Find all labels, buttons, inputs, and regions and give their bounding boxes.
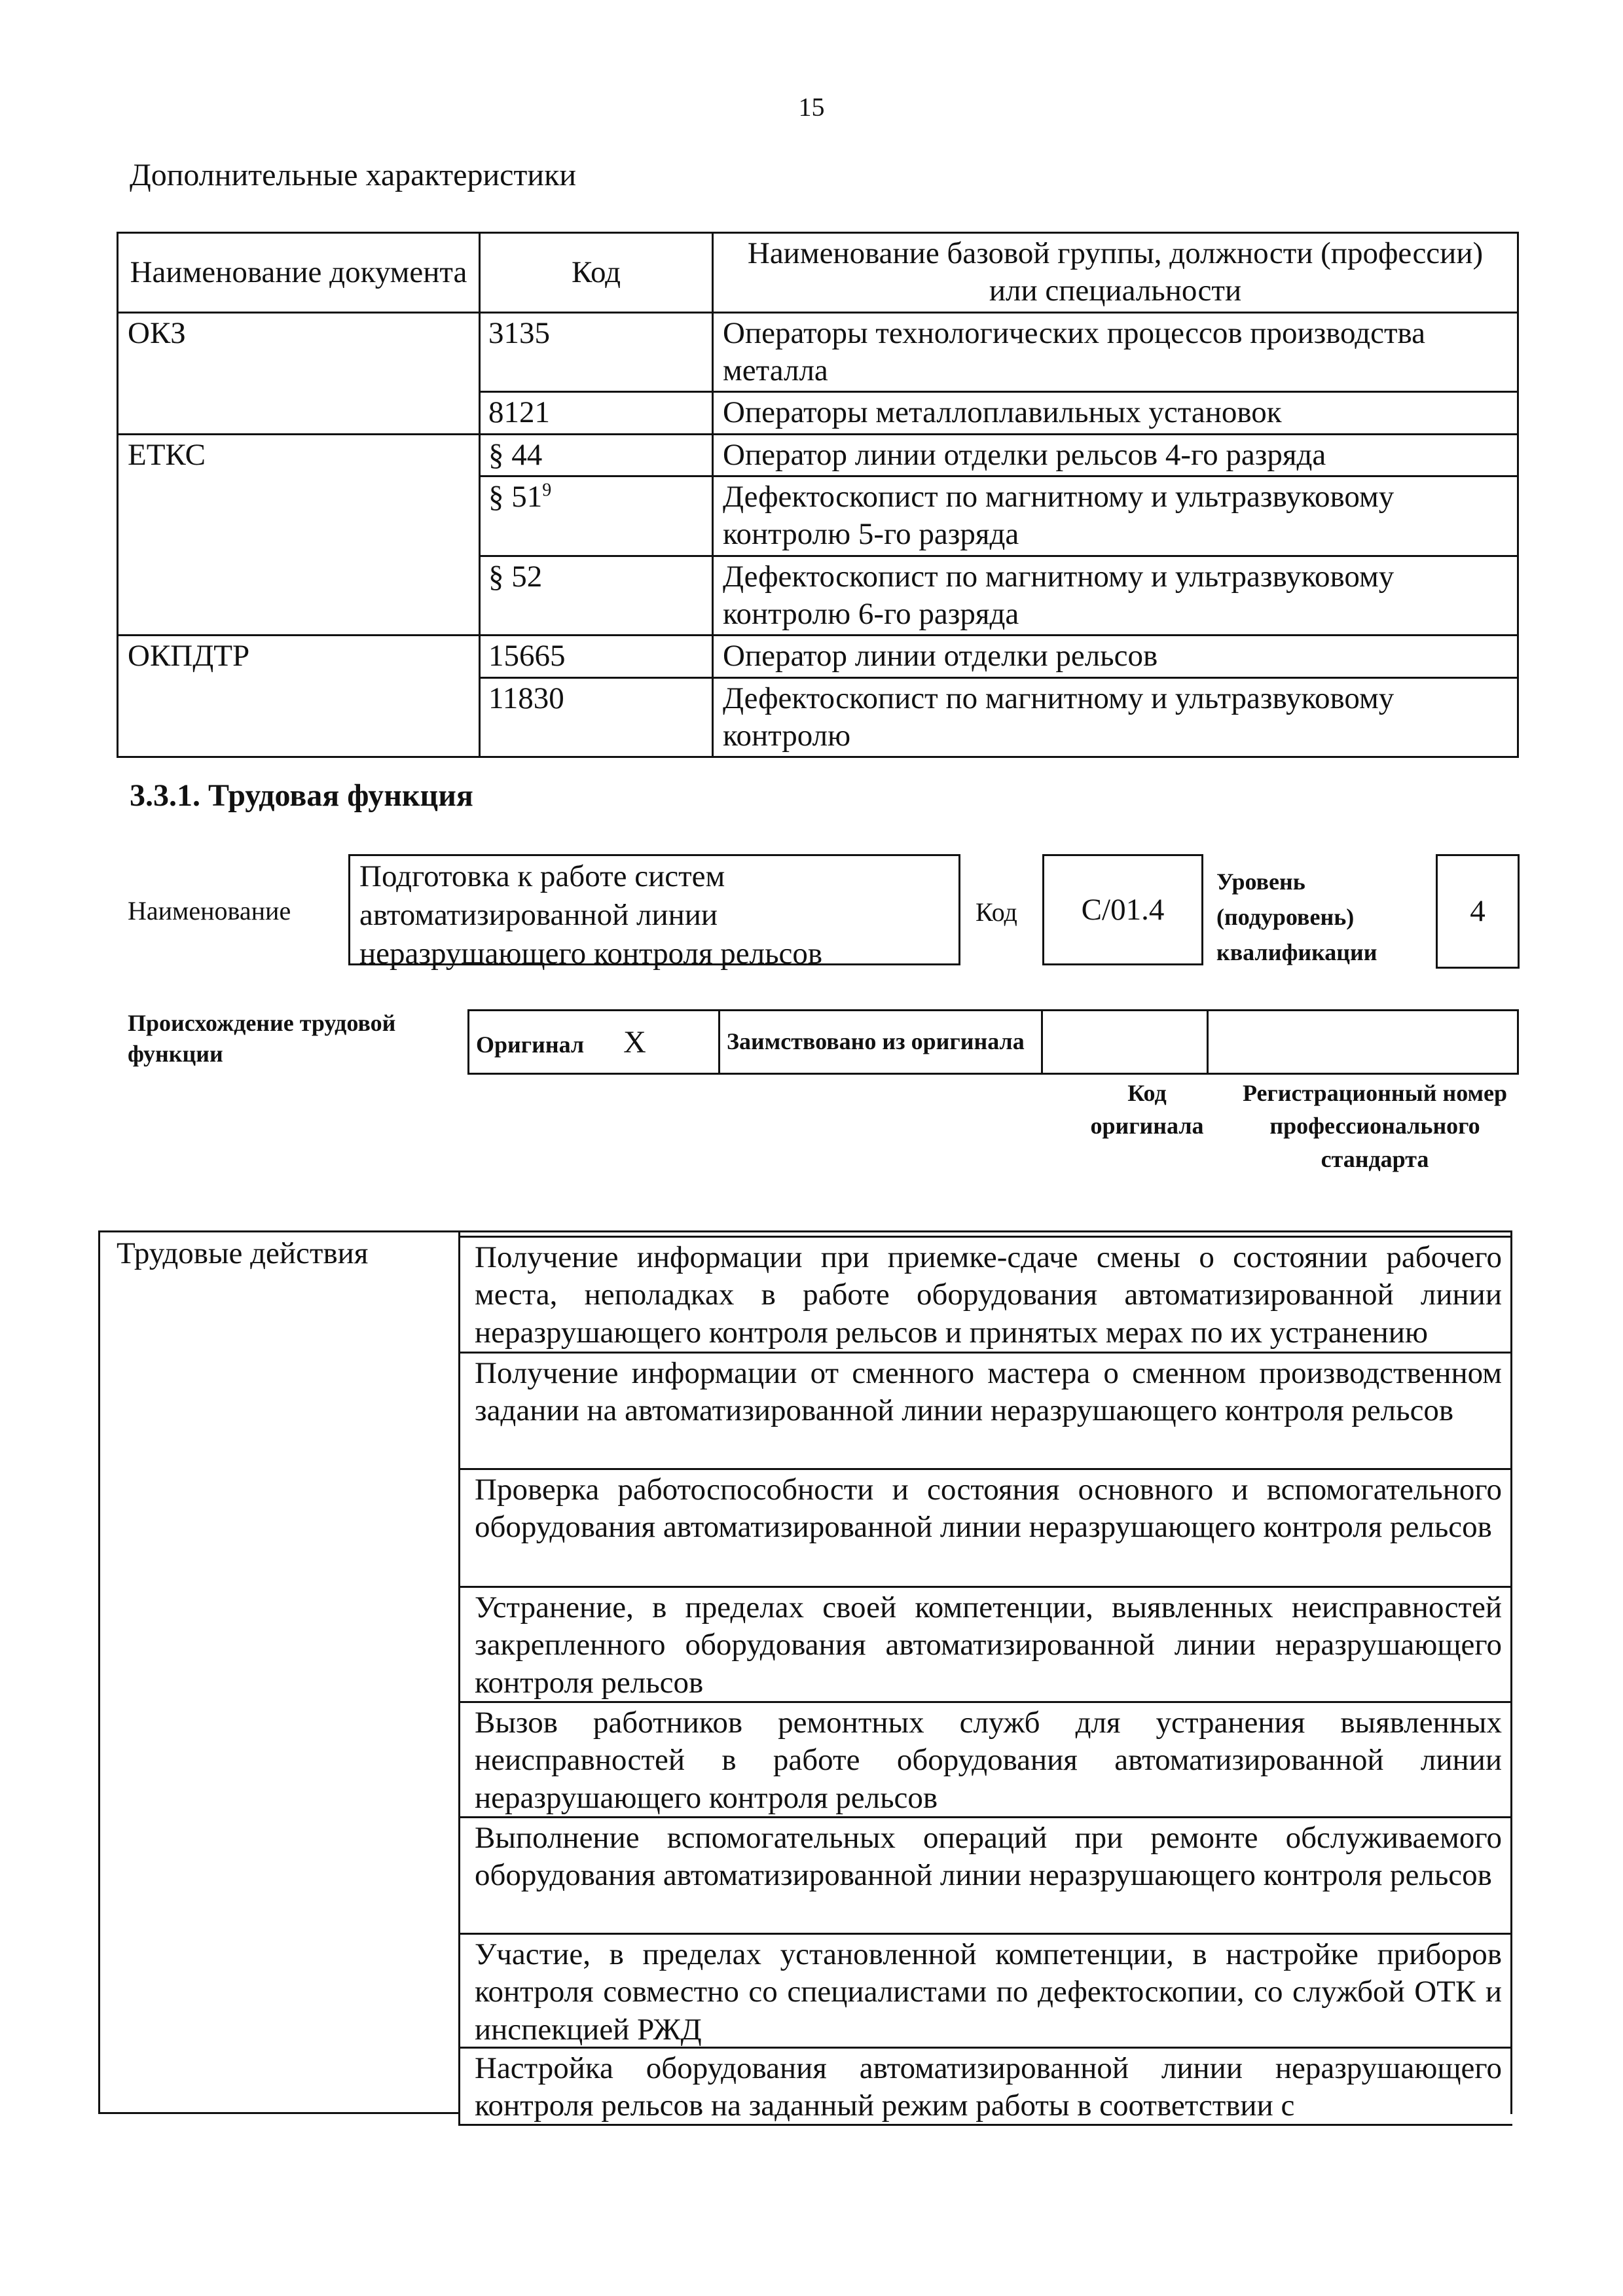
original-cell [469, 1011, 720, 1074]
function-code-value: С/01.4 [1042, 854, 1203, 965]
labor-action-item: Проверка работоспособности и состояния основного и вспомогательного оборудования автоматизированной линии неразрушающего контроля рельсов [458, 1470, 1512, 1588]
labor-action-item: Выполнение вспомогательных операций при ремонте обслуживаемого оборудования автоматизированной линии неразрушающего контроля рельсов [458, 1818, 1512, 1935]
borrowed-label: Заимствовано из оригинала [720, 1011, 1042, 1074]
level-label-text: Уровень (подуровень) квалификации [1216, 869, 1377, 965]
labor-action-item: Получение информации от сменного мастера о сменном производственном задании на автоматизированной линии неразрушающего контроля рельсов [458, 1354, 1512, 1470]
name-cell: Дефектоскопист по магнитному и ультразвуковому контролю 6-го разряда [713, 556, 1518, 636]
table-row [118, 312, 1518, 392]
qualification-level-label [1216, 864, 1413, 970]
code-cell: § 52 [480, 556, 713, 636]
origin-label [128, 1008, 442, 1069]
table-row [469, 1011, 1518, 1074]
name-cell: Дефектоскопист по магнитному и ультразвуковому контролю [713, 677, 1518, 757]
doc-etks: ЕТКС [118, 434, 480, 636]
original-code-caption: Код оригинала [1090, 1080, 1204, 1139]
doc-okpdtr: ОКПДТР [118, 636, 480, 757]
original-label: Оригинал [476, 1031, 585, 1058]
original-mark: X [623, 1024, 646, 1060]
table-row [118, 636, 1518, 677]
function-code-label: Код [976, 897, 1017, 927]
table-header-row [118, 233, 1518, 313]
name-cell: Оператор линии отделки рельсов [713, 636, 1518, 677]
page-number: 15 [798, 92, 825, 122]
origin-label-text: Происхождение трудовой функции [128, 1010, 396, 1067]
code-cell: 15665 [480, 636, 713, 677]
header-group-name: Наименование базовой группы, должности (профессии) или специальности [713, 233, 1518, 313]
labor-actions-label: Трудовые действия [117, 1236, 369, 1270]
header-document: Наименование документа [118, 233, 480, 313]
labor-action-item: Участие, в пределах установленной компетенции, в настройке приборов контроля совместно со специалистами по дефектоскопии, со службой ОТК и инспекцией РЖД [458, 1935, 1512, 2049]
function-name-value: Подготовка к работе систем автоматизированной линии неразрушающего контроля рельсов [348, 854, 960, 965]
code-cell: 8121 [480, 392, 713, 434]
name-cell: Операторы металлоплавильных установок [713, 392, 1518, 434]
additional-characteristics-table [117, 232, 1519, 758]
code-cell: 3135 [480, 312, 713, 392]
footnote-mark: 9 [542, 480, 552, 501]
header-code: Код [480, 233, 713, 313]
table-row [118, 434, 1518, 476]
name-cell: Операторы технологических процессов производства металла [713, 312, 1518, 392]
code-cell: 11830 [480, 677, 713, 757]
table-bottom-line [98, 2112, 460, 2114]
original-code-cell [1042, 1011, 1208, 1074]
origin-table [467, 1009, 1519, 1075]
labor-action-item: Настройка оборудования автоматизированной линии неразрушающего контроля рельсов на заданный режим работы в соответствии с [458, 2049, 1512, 2126]
labor-action-item: Вызов работников ремонтных служб для устранения выявленных неисправностей в работе оборудования автоматизированной линии неразрушающего контроля рельсов [458, 1703, 1512, 1818]
labor-action-item: Получение информации при приемке-сдаче смены о состоянии рабочего места, неполадках в работе оборудования автоматизированной линии неразрушающего контроля рельсов и принятых мерах по их устранению [458, 1236, 1512, 1354]
labor-action-item: Устранение, в пределах своей компетенции, выявленных неисправностей закрепленного оборудования автоматизированной линии неразрушающего контроля рельсов [458, 1588, 1512, 1703]
qualification-level-value: 4 [1436, 854, 1520, 969]
name-cell: Дефектоскопист по магнитному и ультразвуковому контролю 5-го разряда [713, 476, 1518, 556]
code-cell: § 44 [480, 434, 713, 476]
name-cell: Оператор линии отделки рельсов 4-го разряда [713, 434, 1518, 476]
function-name-label: Наименование [128, 896, 291, 925]
additional-characteristics-heading: Дополнительные характеристики [130, 158, 577, 192]
function-heading: 3.3.1. Трудовая функция [130, 778, 473, 813]
doc-okz: ОКЗ [118, 312, 480, 434]
registration-number-cell [1208, 1011, 1518, 1074]
code-cell [480, 476, 713, 556]
registration-number-caption: Регистрационный номер профессионального стандарта [1242, 1080, 1508, 1172]
code-text: § 51 [488, 479, 543, 514]
